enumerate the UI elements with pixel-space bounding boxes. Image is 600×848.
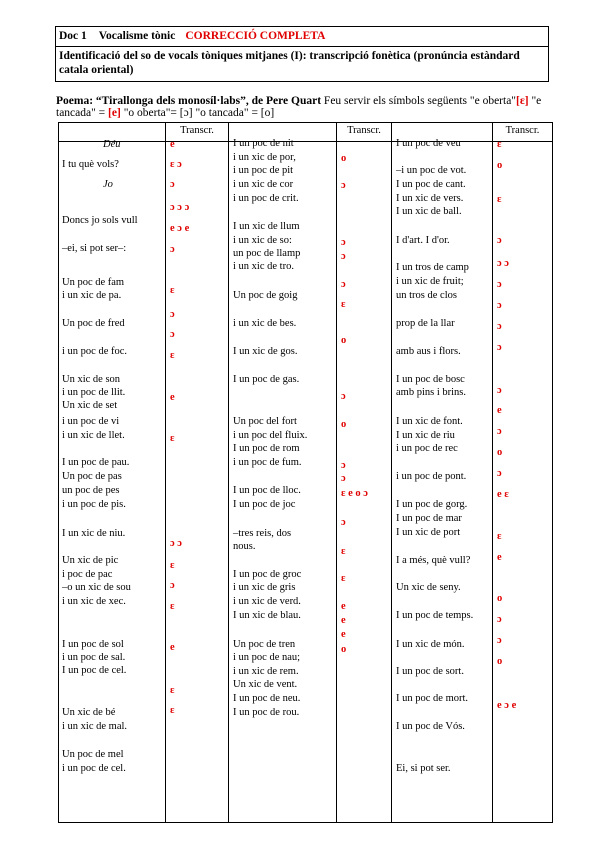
transcription-mark: e (497, 405, 502, 416)
transcription-mark: ɔ ɔ ɔ (170, 202, 190, 213)
transcription-mark: ɔ (170, 329, 175, 340)
poem-line: I un xic de llum (233, 221, 300, 232)
poem-line: I un poc de pau. (62, 457, 130, 468)
poem-line: Un xic de seny. (396, 582, 461, 593)
poem-line: Un xic de pic (62, 555, 119, 566)
transcription-mark: ɛ ɔ (170, 159, 182, 170)
transcription-mark: o (341, 153, 347, 164)
poem-line: Un poc de goig (233, 290, 298, 301)
poem-line: Un poc de fred (62, 318, 125, 329)
poem-line: Déu (103, 139, 121, 150)
poem-line: un poc de llamp (233, 248, 301, 259)
poem-table (58, 122, 553, 823)
instructions-text-c: "o oberta"= (120, 107, 180, 119)
transcription-mark: ɛ (497, 194, 502, 205)
poem-line: I un poc de sol (62, 639, 124, 650)
poem-line: i un poc de nau; (233, 652, 301, 663)
transcription-mark: e ɔ e (497, 700, 517, 711)
symbol-e-open: [ɛ] (516, 95, 529, 107)
correction-label: CORRECCIÓ COMPLETA (185, 30, 326, 42)
poem-line: I un poc de gas. (233, 374, 300, 385)
transcription-mark: ɛ e o ɔ (341, 488, 368, 499)
poem-line: I un xic de vers. (396, 193, 464, 204)
transcription-mark: ɛ (341, 299, 346, 310)
transcription-mark: e ɔ e (170, 223, 190, 234)
poem-line: i un poc de llit. (62, 387, 126, 398)
poem-line: i un xic de bes. (233, 318, 297, 329)
poem-title: “Tirallonga dels monosíl·labs”, de Pere Quart (95, 95, 322, 107)
poem-label: Poema: (56, 95, 94, 107)
header-cell-transcr-3: Transcr. (493, 123, 553, 142)
poem-line: I un xic de gos. (233, 346, 298, 357)
doc-number: Doc 1 (59, 30, 87, 42)
poem-line: Un poc de tren (233, 639, 296, 650)
transcription-mark: o (497, 593, 503, 604)
poem-line: i un poc de pont. (396, 471, 467, 482)
poem-line: un poc de pes (62, 485, 120, 496)
header-cell-transcr-1: Transcr. (166, 123, 229, 142)
transcription-mark: ɔ (341, 391, 346, 402)
poem-line: Ei, si pot ser. (396, 763, 451, 774)
doc-topic: Vocalisme tònic (98, 30, 176, 42)
instructions-text-a: Feu servir els símbols següents "e oberta" (321, 95, 516, 107)
transcription-mark: ɔ (497, 426, 502, 437)
poem-line: i un xic de pa. (62, 290, 122, 301)
poem-line: i un poc de crit. (233, 193, 299, 204)
transcription-mark: ɛ (170, 705, 175, 716)
poem-line: –i un poc de vot. (396, 165, 467, 176)
poem-line: Doncs jo sols vull (62, 215, 138, 226)
poem-line: –o un xic de sou (62, 582, 131, 593)
instructions-text-b: "e tancada" = (56, 95, 542, 119)
transcription-mark: ɔ ɔ (497, 258, 509, 269)
header-title-row (59, 30, 325, 42)
poem-line: i un poc de vi (62, 416, 120, 427)
poem-line: i un poc de foc. (62, 346, 128, 357)
poem-line: I un xic de món. (396, 639, 465, 650)
transcription-mark: ɛ (497, 531, 502, 542)
poem-line: I un xic de blau. (233, 610, 301, 621)
poem-line: prop de la llar (396, 318, 455, 329)
transcription-mark: ɔ (341, 473, 346, 484)
poem-line: i un xic de fruit; (396, 276, 464, 287)
table-header-row (59, 123, 553, 142)
poem-line: i un xic de mal. (62, 721, 128, 732)
transcription-mark: ɛ (170, 350, 175, 361)
transcription-mark: ɛ (170, 433, 175, 444)
poem-line: I un poc de lloc. (233, 485, 301, 496)
poem-line: i un poc de cel. (62, 763, 126, 774)
poem-line: i un xic de rem. (233, 666, 299, 677)
transcription-mark: ɔ (341, 279, 346, 290)
poem-line: i un poc de pit (233, 165, 294, 176)
instructions (56, 95, 556, 119)
poem-line: i un poc de pis. (62, 499, 126, 510)
transcription-mark: e (170, 642, 175, 653)
transcription-mark: e (170, 139, 175, 150)
poem-line: I un poc de mar (396, 513, 462, 524)
poem-line: I un poc de sort. (396, 666, 464, 677)
transcription-mark: ɔ (341, 237, 346, 248)
transcription-mark: ɔ (497, 468, 502, 479)
transcription-mark: e (341, 601, 346, 612)
poem-line: i un xic de verd. (233, 596, 301, 607)
transcription-mark: e (497, 552, 502, 563)
poem-line: amb aus i flors. (396, 346, 461, 357)
transcription-mark: o (497, 656, 503, 667)
transcription-mark: ɛ (170, 285, 175, 296)
transcription-mark: o (497, 447, 503, 458)
poem-line: i un xic de so: (233, 235, 292, 246)
poem-line: I d'art. I d'or. (396, 235, 450, 246)
transcription-mark: ɔ (497, 342, 502, 353)
poem-line: I un poc de mort. (396, 693, 469, 704)
transcription-mark: e (170, 392, 175, 403)
poem-line: i un xic de por, (233, 152, 296, 163)
doc-header (55, 26, 549, 82)
poem-line: i un xic de llet. (62, 430, 125, 441)
poem-line: I un poc de gorg. (396, 499, 468, 510)
transcription-mark: ɛ (170, 685, 175, 696)
transcription-mark: ɔ (170, 309, 175, 320)
poem-line: i un xic de xec. (62, 596, 126, 607)
transcription-mark: ɛ (497, 139, 502, 150)
poem-line: Un xic de vent. (233, 679, 298, 690)
transcription-mark: e ɛ (497, 489, 509, 500)
table-body-row (59, 142, 553, 823)
poem-line: Jo (103, 179, 113, 190)
poem-line: i un poc del fluix. (233, 430, 308, 441)
transcription-mark: ɛ (170, 560, 175, 571)
poem-line: I un poc de rom (233, 443, 300, 454)
instructions-text-d: "o tancada" = [o] (192, 107, 275, 119)
poem-line: I un xic de niu. (62, 528, 126, 539)
transcription-mark: ɔ (341, 180, 346, 191)
poem-line: I un xic de ball. (396, 206, 462, 217)
poem-line: un tros de clos (396, 290, 457, 301)
poem-line: i un xic de cor (233, 179, 294, 190)
symbol-e-closed: [e] (108, 107, 121, 119)
poem-line: i un xic de tro. (233, 261, 294, 272)
transcription-mark: ɔ (170, 580, 175, 591)
transcription-mark: ɔ (497, 235, 502, 246)
poem-line: Un xic de bé (62, 707, 116, 718)
poem-line: Un poc de pas (62, 471, 122, 482)
poem-line: I un tros de camp (396, 262, 469, 273)
poem-line: I un poc de Vós. (396, 721, 465, 732)
transcription-mark: o (341, 419, 347, 430)
poem-line: –ei, si pot ser–: (62, 243, 127, 254)
poem-line: amb pins i brins. (396, 387, 466, 398)
transcription-mark: ɔ (170, 244, 175, 255)
symbol-o-open: [ɔ] (179, 107, 193, 119)
poem-line: I un poc de nit (233, 138, 294, 149)
poem-line: I un poc de bosc (396, 374, 465, 385)
transcription-mark: ɔ (497, 635, 502, 646)
poem-line: i poc de pac (62, 569, 113, 580)
poem-line: Un xic de set (62, 400, 118, 411)
poem-line: I un xic de font. (396, 416, 463, 427)
poem-line: I un xic de riu (396, 430, 455, 441)
transcription-mark: ɔ (497, 279, 502, 290)
transcription-mark: o (497, 160, 503, 171)
poem-line: I tu què vols? (62, 159, 119, 170)
poem-line: Un xic de son (62, 374, 121, 385)
transcription-mark: ɔ (497, 614, 502, 625)
poem-line: Un poc de fam (62, 277, 125, 288)
transcription-mark: ɛ (170, 601, 175, 612)
transcription-mark: ɔ (497, 385, 502, 396)
header-divider (56, 46, 548, 47)
poem-line: I un poc de cant. (396, 179, 466, 190)
poem-line: i un poc de rec (396, 443, 458, 454)
poem-line: I un poc de cel. (62, 665, 127, 676)
transcription-mark: ɔ (170, 179, 175, 190)
poem-line: Un poc de mel (62, 749, 124, 760)
poem-line: i un xic de gris (233, 582, 296, 593)
poem-line: I un poc de joc (233, 499, 296, 510)
poem-line: I un poc de temps. (396, 610, 474, 621)
poem-line: I a més, què vull? (396, 555, 471, 566)
poem-line: i un poc de fum. (233, 457, 302, 468)
poem-line: I un xic de port (396, 527, 461, 538)
transcription-mark: ɔ (341, 517, 346, 528)
poem-line: I un poc de veu (396, 138, 461, 149)
transcription-mark: ɔ (341, 251, 346, 262)
poem-line: –tres reis, dos (233, 528, 292, 539)
poem-line: I un poc de neu. (233, 693, 301, 704)
transcription-mark: e (341, 629, 346, 640)
header-subtitle: Identificació del so de vocals tòniques mitjanes (I): transcripció fonètica (pronúncia estàndard catala oriental) (59, 50, 520, 76)
transcription-mark: o (341, 644, 347, 655)
transcription-mark: ɛ (341, 573, 346, 584)
transcription-mark: ɛ (341, 546, 346, 557)
poem-line: Un poc del fort (233, 416, 297, 427)
poem-line: i un poc de sal. (62, 652, 126, 663)
poem-line: nous. (233, 541, 256, 552)
transcription-mark: ɔ (497, 300, 502, 311)
transcription-mark: ɔ (341, 460, 346, 471)
transcription-mark: e (341, 615, 346, 626)
transcription-mark: ɔ ɔ (170, 538, 182, 549)
header-cell-transcr-2: Transcr. (337, 123, 392, 142)
transcription-mark: ɔ (497, 321, 502, 332)
poem-line: I un poc de groc (233, 569, 302, 580)
transcription-mark: o (341, 335, 347, 346)
poem-line: I un poc de rou. (233, 707, 300, 718)
